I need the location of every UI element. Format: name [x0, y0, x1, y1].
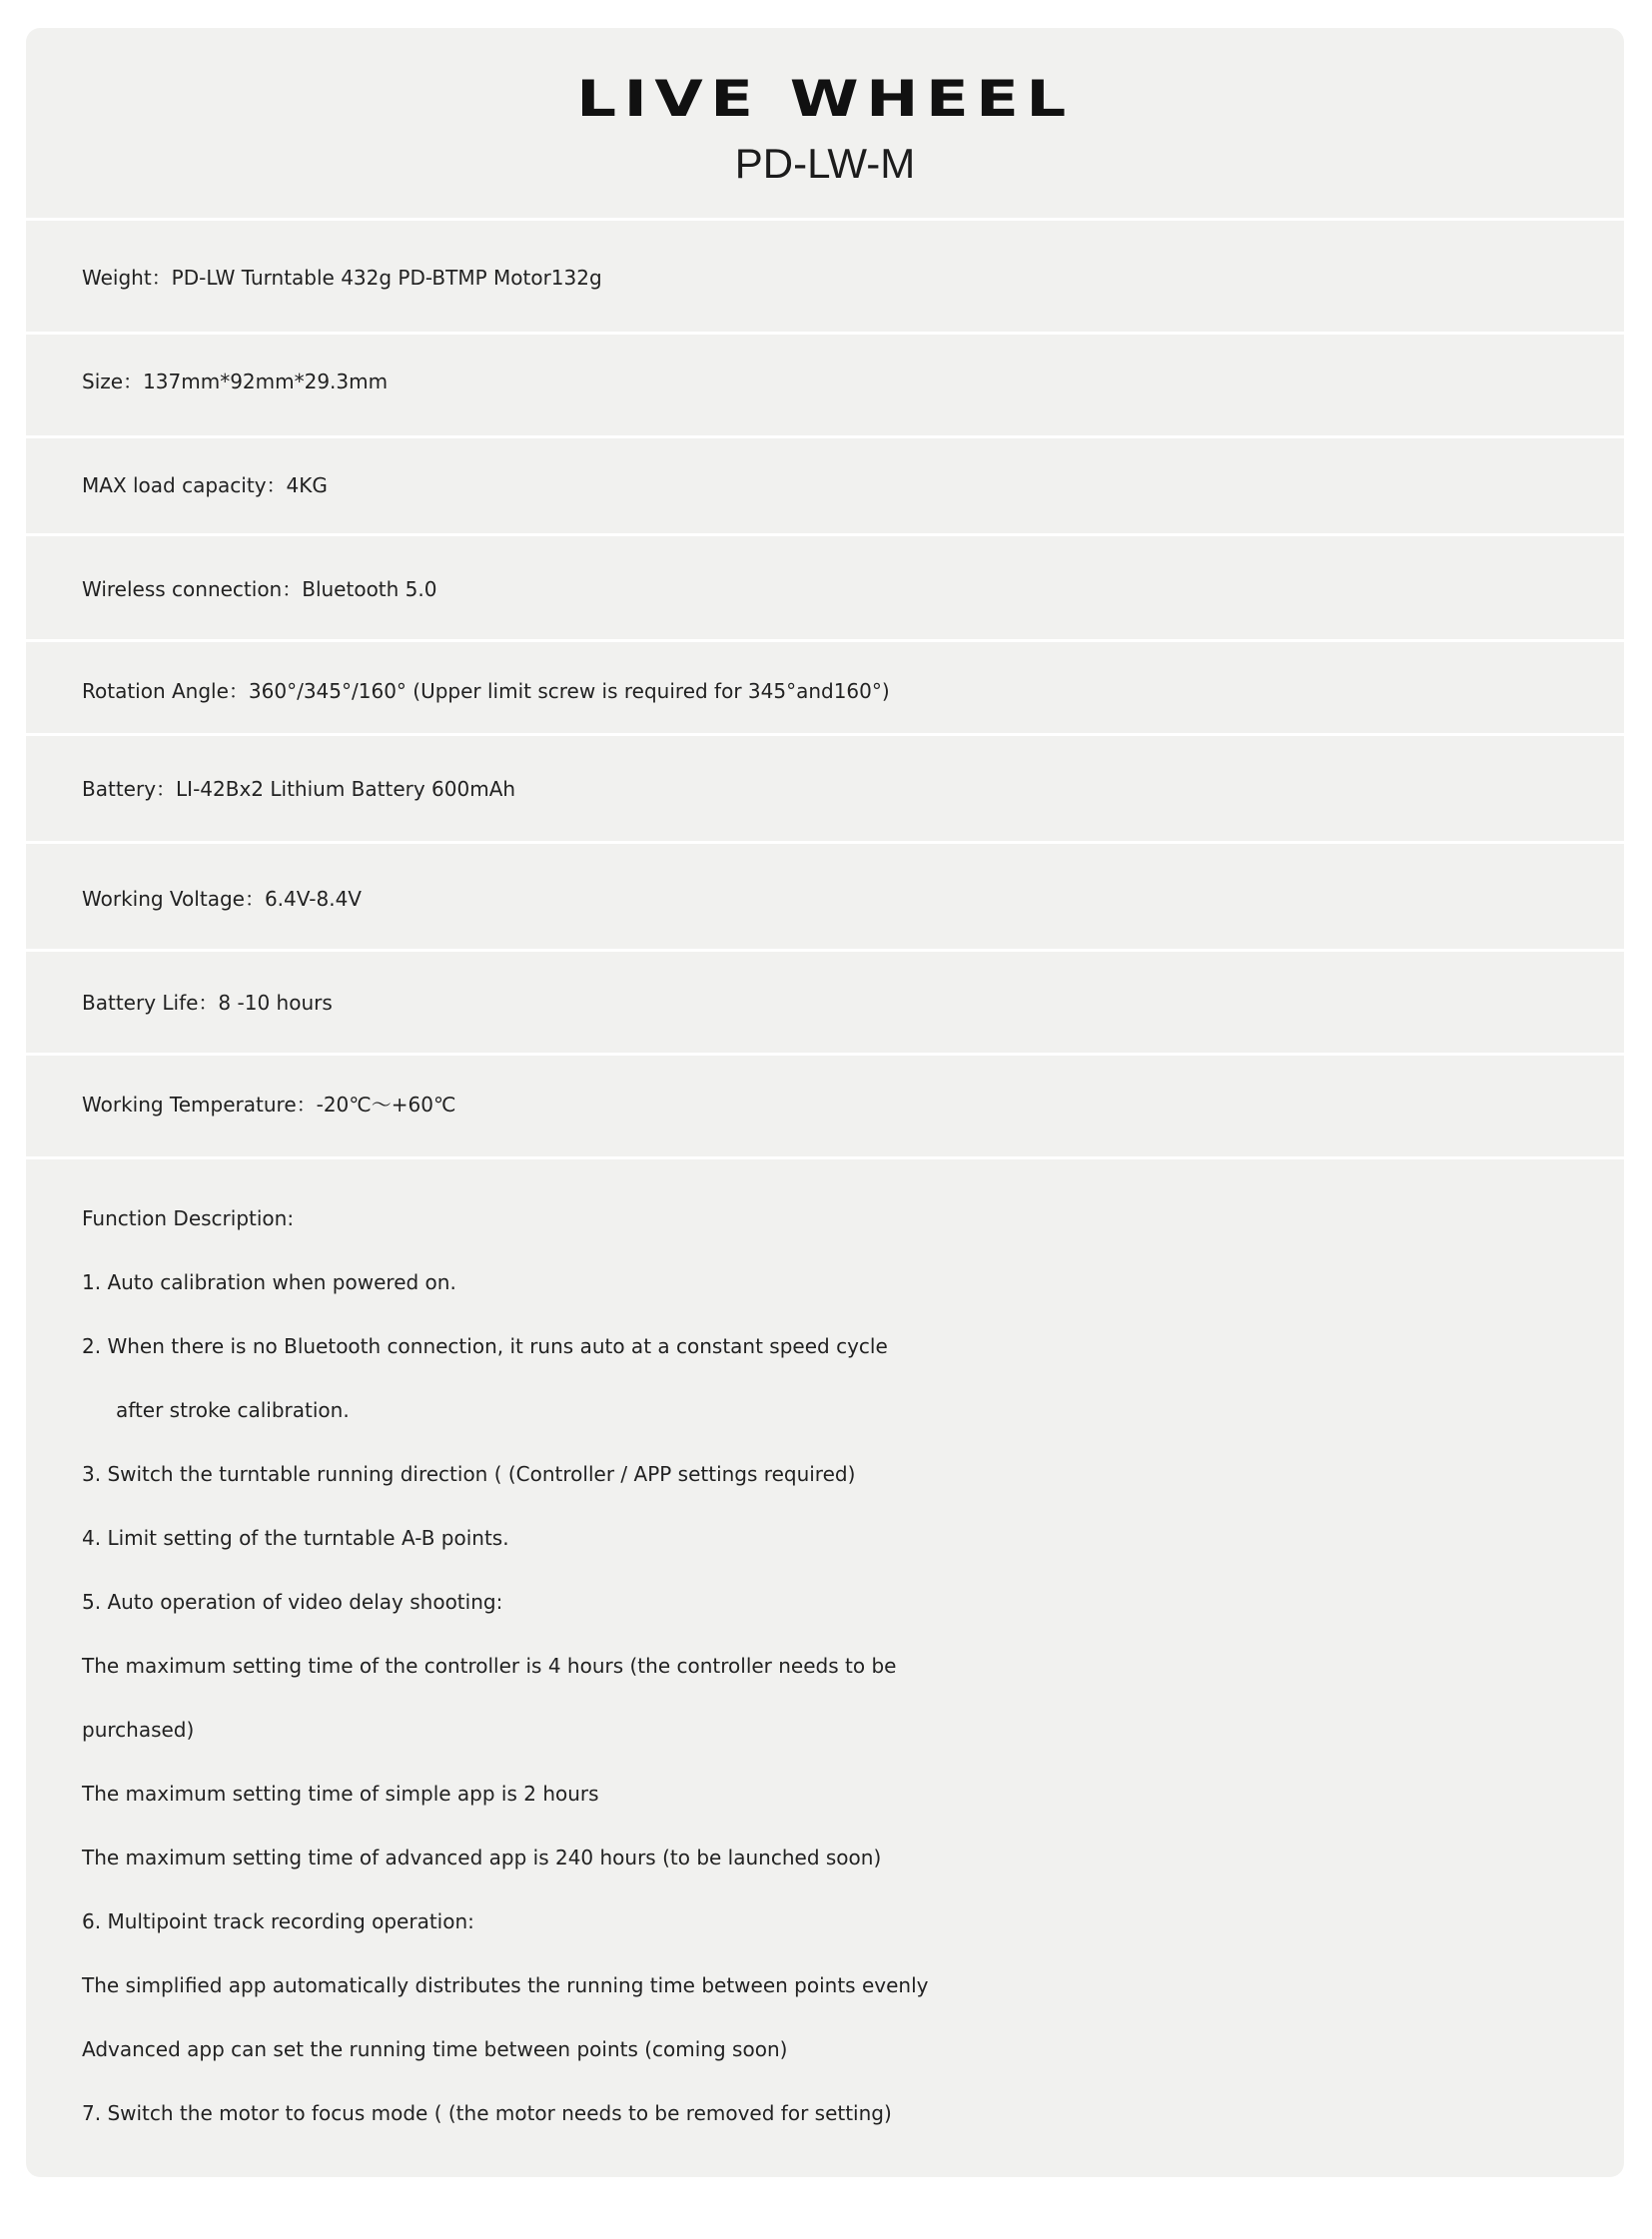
spec-card: [26, 28, 1624, 2177]
spec-battery-life: Battery Life：8 -10 hours: [82, 991, 333, 1015]
spec-size: Size：137mm*92mm*29.3mm: [82, 370, 389, 393]
function-item: 1. Auto calibration when powered on.: [82, 1270, 456, 1294]
row-divider: [26, 949, 1624, 952]
row-divider: [26, 841, 1624, 844]
function-item: 3. Switch the turntable running direction ( (Controller / APP settings required): [82, 1462, 856, 1486]
function-item: 6. Multipoint track recording operation:: [82, 1909, 474, 1933]
row-divider: [26, 733, 1624, 736]
spec-header: [26, 28, 1624, 218]
spec-battery: Battery：LI-42Bx2 Lithium Battery 600mAh: [82, 777, 516, 801]
function-item-continuation: after stroke calibration.: [116, 1398, 350, 1422]
function-item: 7. Switch the motor to focus mode ( (the motor needs to be removed for setting): [82, 2101, 892, 2125]
product-brand-title: LIVE WHEEL: [576, 70, 1074, 128]
spec-working-voltage: Working Voltage：6.4V-8.4V: [82, 887, 362, 911]
row-divider: [26, 533, 1624, 536]
function-item: The simplified app automatically distributes the running time between points evenly: [82, 1973, 929, 1997]
row-divider: [26, 435, 1624, 438]
function-description: [82, 1186, 1610, 2145]
spec-rotation-angle: Rotation Angle：360°/345°/160° (Upper limit screw is required for 345°and160°): [82, 679, 890, 703]
spec-weight: Weight：PD-LW Turntable 432g PD-BTMP Motor132g: [82, 266, 602, 290]
spec-max-load: MAX load capacity：4KG: [82, 473, 328, 497]
function-description-title: Function Description:: [82, 1206, 295, 1230]
spec-wireless: Wireless connection：Bluetooth 5.0: [82, 577, 437, 601]
function-item: 5. Auto operation of video delay shooting:: [82, 1590, 503, 1614]
row-divider: [26, 1156, 1624, 1159]
function-item: 2. When there is no Bluetooth connection, it runs auto at a constant speed cycle: [82, 1334, 888, 1358]
function-item: purchased): [82, 1718, 195, 1742]
function-item: Advanced app can set the running time between points (coming soon): [82, 2037, 788, 2061]
row-divider: [26, 332, 1624, 335]
row-divider: [26, 639, 1624, 642]
function-item: The maximum setting time of simple app is 2 hours: [82, 1782, 599, 1806]
function-item: 4. Limit setting of the turntable A-B points.: [82, 1526, 509, 1550]
spec-working-temperature: Working Temperature：-20℃～+60℃: [82, 1093, 456, 1117]
row-divider: [26, 1053, 1624, 1056]
function-item: The maximum setting time of the controller is 4 hours (the controller needs to be: [82, 1654, 897, 1678]
function-item: The maximum setting time of advanced app is 240 hours (to be launched soon): [82, 1846, 882, 1869]
row-divider: [26, 218, 1624, 221]
product-model: PD-LW-M: [734, 140, 916, 187]
